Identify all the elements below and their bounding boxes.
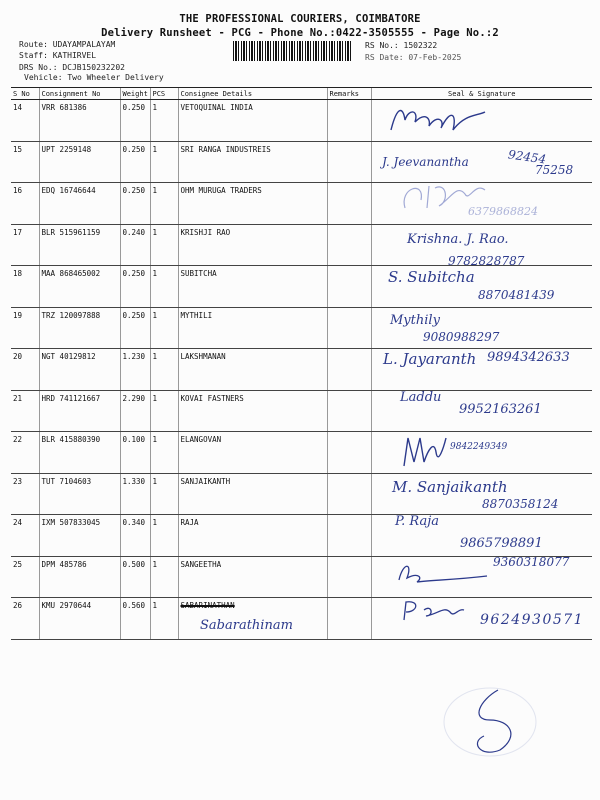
col-consignee: Consignee Details	[178, 88, 327, 100]
company-title: THE PROFESSIONAL COURIERS, COIMBATORE	[179, 13, 421, 25]
cell-consignment: HRD 741121667	[39, 390, 120, 432]
cell-remarks	[327, 598, 371, 640]
cell-weight: 0.250	[120, 183, 150, 225]
cell-pcs: 1	[150, 183, 178, 225]
handwritten-number-18: 8870481439	[478, 288, 555, 302]
route-label: Route: UDAYAMPALAYAM	[19, 40, 116, 49]
handwritten-name-21: Laddu	[400, 390, 442, 405]
cell-pcs: 1	[150, 224, 178, 266]
cell-remarks	[327, 432, 371, 474]
cell-remarks	[327, 515, 371, 557]
barcode-left	[233, 41, 351, 61]
cell-remarks	[327, 349, 371, 391]
handwritten-number-19: 9080988297	[423, 330, 500, 344]
handwritten-number-25: 9360318077	[493, 555, 570, 569]
cell-pcs: 1	[150, 266, 178, 308]
handwritten-number-17: 9782828787	[448, 254, 525, 268]
signature-scribble-14	[385, 104, 495, 136]
col-signature: Seal & Signature	[371, 88, 592, 100]
cell-remarks	[327, 100, 371, 142]
handwritten-number-21: 9952163261	[459, 402, 542, 417]
cell-remarks	[327, 556, 371, 598]
cell-sno: 17	[11, 224, 39, 266]
cell-remarks	[327, 473, 371, 515]
rs-number: RS No.: 1502322	[365, 41, 438, 50]
cell-consignee: SABARINATHAN	[178, 598, 327, 640]
handwritten-number-15a: 92454	[507, 147, 547, 167]
col-weight: Weight	[120, 88, 150, 100]
cell-pcs: 1	[150, 515, 178, 557]
cell-consignment: MAA 868465002	[39, 266, 120, 308]
cell-sno: 26	[11, 598, 39, 640]
cell-consignee: SANGEETHA	[178, 556, 327, 598]
handwritten-number-26: 9624930571	[480, 612, 585, 628]
cell-sno: 18	[11, 266, 39, 308]
runsheet-title: Delivery Runsheet - PCG - Phone No.:0422-3505555 - Page No.:2	[101, 27, 499, 39]
cell-sno: 19	[11, 307, 39, 349]
cell-consignment: NGT 40129812	[39, 349, 120, 391]
handwritten-name-17: Krishna. J. Rao.	[407, 232, 509, 247]
cell-sno: 16	[11, 183, 39, 225]
handwritten-correction-26: Sabarathinam	[200, 618, 293, 633]
cell-consignment: KMU 2970644	[39, 598, 120, 640]
table-row	[11, 307, 592, 349]
cell-weight: 0.250	[120, 266, 150, 308]
cell-remarks	[327, 266, 371, 308]
cell-consignee: SUBITCHA	[178, 266, 327, 308]
cell-consignee: SRI RANGA INDUSTREIS	[178, 141, 327, 183]
handwritten-name-18: S. Subitcha	[388, 268, 475, 286]
table-row	[11, 432, 592, 474]
handwritten-number-24: 9865798891	[460, 536, 543, 551]
handwritten-number-23: 8870358124	[482, 497, 559, 511]
cell-remarks	[327, 224, 371, 266]
cell-consignee: RAJA	[178, 515, 327, 557]
table-row	[11, 100, 592, 142]
cell-sno: 14	[11, 100, 39, 142]
table-header-row	[11, 88, 592, 100]
col-pcs: PCS	[150, 88, 178, 100]
cell-weight: 0.500	[120, 556, 150, 598]
table-row	[11, 141, 592, 183]
cell-weight: 1.330	[120, 473, 150, 515]
handwritten-name-24: P. Raja	[395, 514, 439, 529]
cell-consignment: DPM 485786	[39, 556, 120, 598]
cell-sno: 25	[11, 556, 39, 598]
cell-consignment: TRZ 120097888	[39, 307, 120, 349]
cell-sno: 24	[11, 515, 39, 557]
cell-consignee: LAKSHMANAN	[178, 349, 327, 391]
cell-consignee: KOVAI FASTNERS	[178, 390, 327, 432]
bottom-scribble	[440, 680, 540, 760]
cell-consignment: IXM 507833045	[39, 515, 120, 557]
cell-remarks	[327, 141, 371, 183]
handwritten-number-16: 6379868824	[468, 205, 538, 218]
cell-consignment: TUT 7104603	[39, 473, 120, 515]
cell-weight: 0.560	[120, 598, 150, 640]
cell-pcs: 1	[150, 432, 178, 474]
cell-weight: 0.250	[120, 100, 150, 142]
cell-consignment: UPT 2259148	[39, 141, 120, 183]
handwritten-name-19: Mythily	[390, 313, 440, 328]
vehicle-label: Vehicle: Two Wheeler Delivery	[24, 73, 164, 82]
col-sno: S No	[11, 88, 39, 100]
cell-remarks	[327, 183, 371, 225]
cell-weight: 0.250	[120, 141, 150, 183]
cell-pcs: 1	[150, 349, 178, 391]
cell-consignment: BLR 415880390	[39, 432, 120, 474]
cell-remarks	[327, 307, 371, 349]
cell-weight: 1.230	[120, 349, 150, 391]
cell-weight: 0.240	[120, 224, 150, 266]
cell-weight: 0.250	[120, 307, 150, 349]
col-remarks: Remarks	[327, 88, 371, 100]
drs-number: DRS No.: DCJB150232202	[19, 63, 125, 72]
cell-consignee: VETOQUINAL INDIA	[178, 100, 327, 142]
col-consignment: Consignment No	[39, 88, 120, 100]
cell-consignee: ELANGOVAN	[178, 432, 327, 474]
cell-pcs: 1	[150, 390, 178, 432]
cell-consignee: KRISHJI RAO	[178, 224, 327, 266]
cell-sno: 23	[11, 473, 39, 515]
cell-pcs: 1	[150, 556, 178, 598]
cell-pcs: 1	[150, 598, 178, 640]
cell-consignment: VRR 681386	[39, 100, 120, 142]
signature-scribble-25	[393, 558, 493, 588]
rs-date: RS Date: 07-Feb-2025	[365, 53, 462, 62]
signature-scribble-26	[398, 598, 468, 624]
cell-remarks	[327, 390, 371, 432]
cell-weight: 2.290	[120, 390, 150, 432]
cell-pcs: 1	[150, 141, 178, 183]
cell-pcs: 1	[150, 100, 178, 142]
cell-consignee: SANJAIKANTH	[178, 473, 327, 515]
cell-weight: 0.100	[120, 432, 150, 474]
handwritten-number-20: 9894342633	[487, 350, 570, 365]
cell-pcs: 1	[150, 473, 178, 515]
handwritten-number-22: 9842249349	[450, 442, 508, 452]
cell-sno: 22	[11, 432, 39, 474]
handwritten-name-15: J. Jeevanantha	[382, 155, 469, 169]
cell-sno: 15	[11, 141, 39, 183]
signature-scribble-22	[400, 432, 450, 472]
handwritten-name-20: L. Jayaranth	[383, 350, 477, 368]
handwritten-name-23: M. Sanjaikanth	[392, 478, 508, 496]
cell-weight: 0.340	[120, 515, 150, 557]
cell-pcs: 1	[150, 307, 178, 349]
cell-consignee: OHM MURUGA TRADERS	[178, 183, 327, 225]
cell-consignee: MYTHILI	[178, 307, 327, 349]
cell-sno: 21	[11, 390, 39, 432]
cell-consignment: BLR 515961159	[39, 224, 120, 266]
cell-sno: 20	[11, 349, 39, 391]
handwritten-number-15b: 75258	[535, 163, 574, 177]
staff-label: Staff: KATHIRVEL	[19, 51, 97, 60]
cell-consignment: EDQ 16746644	[39, 183, 120, 225]
